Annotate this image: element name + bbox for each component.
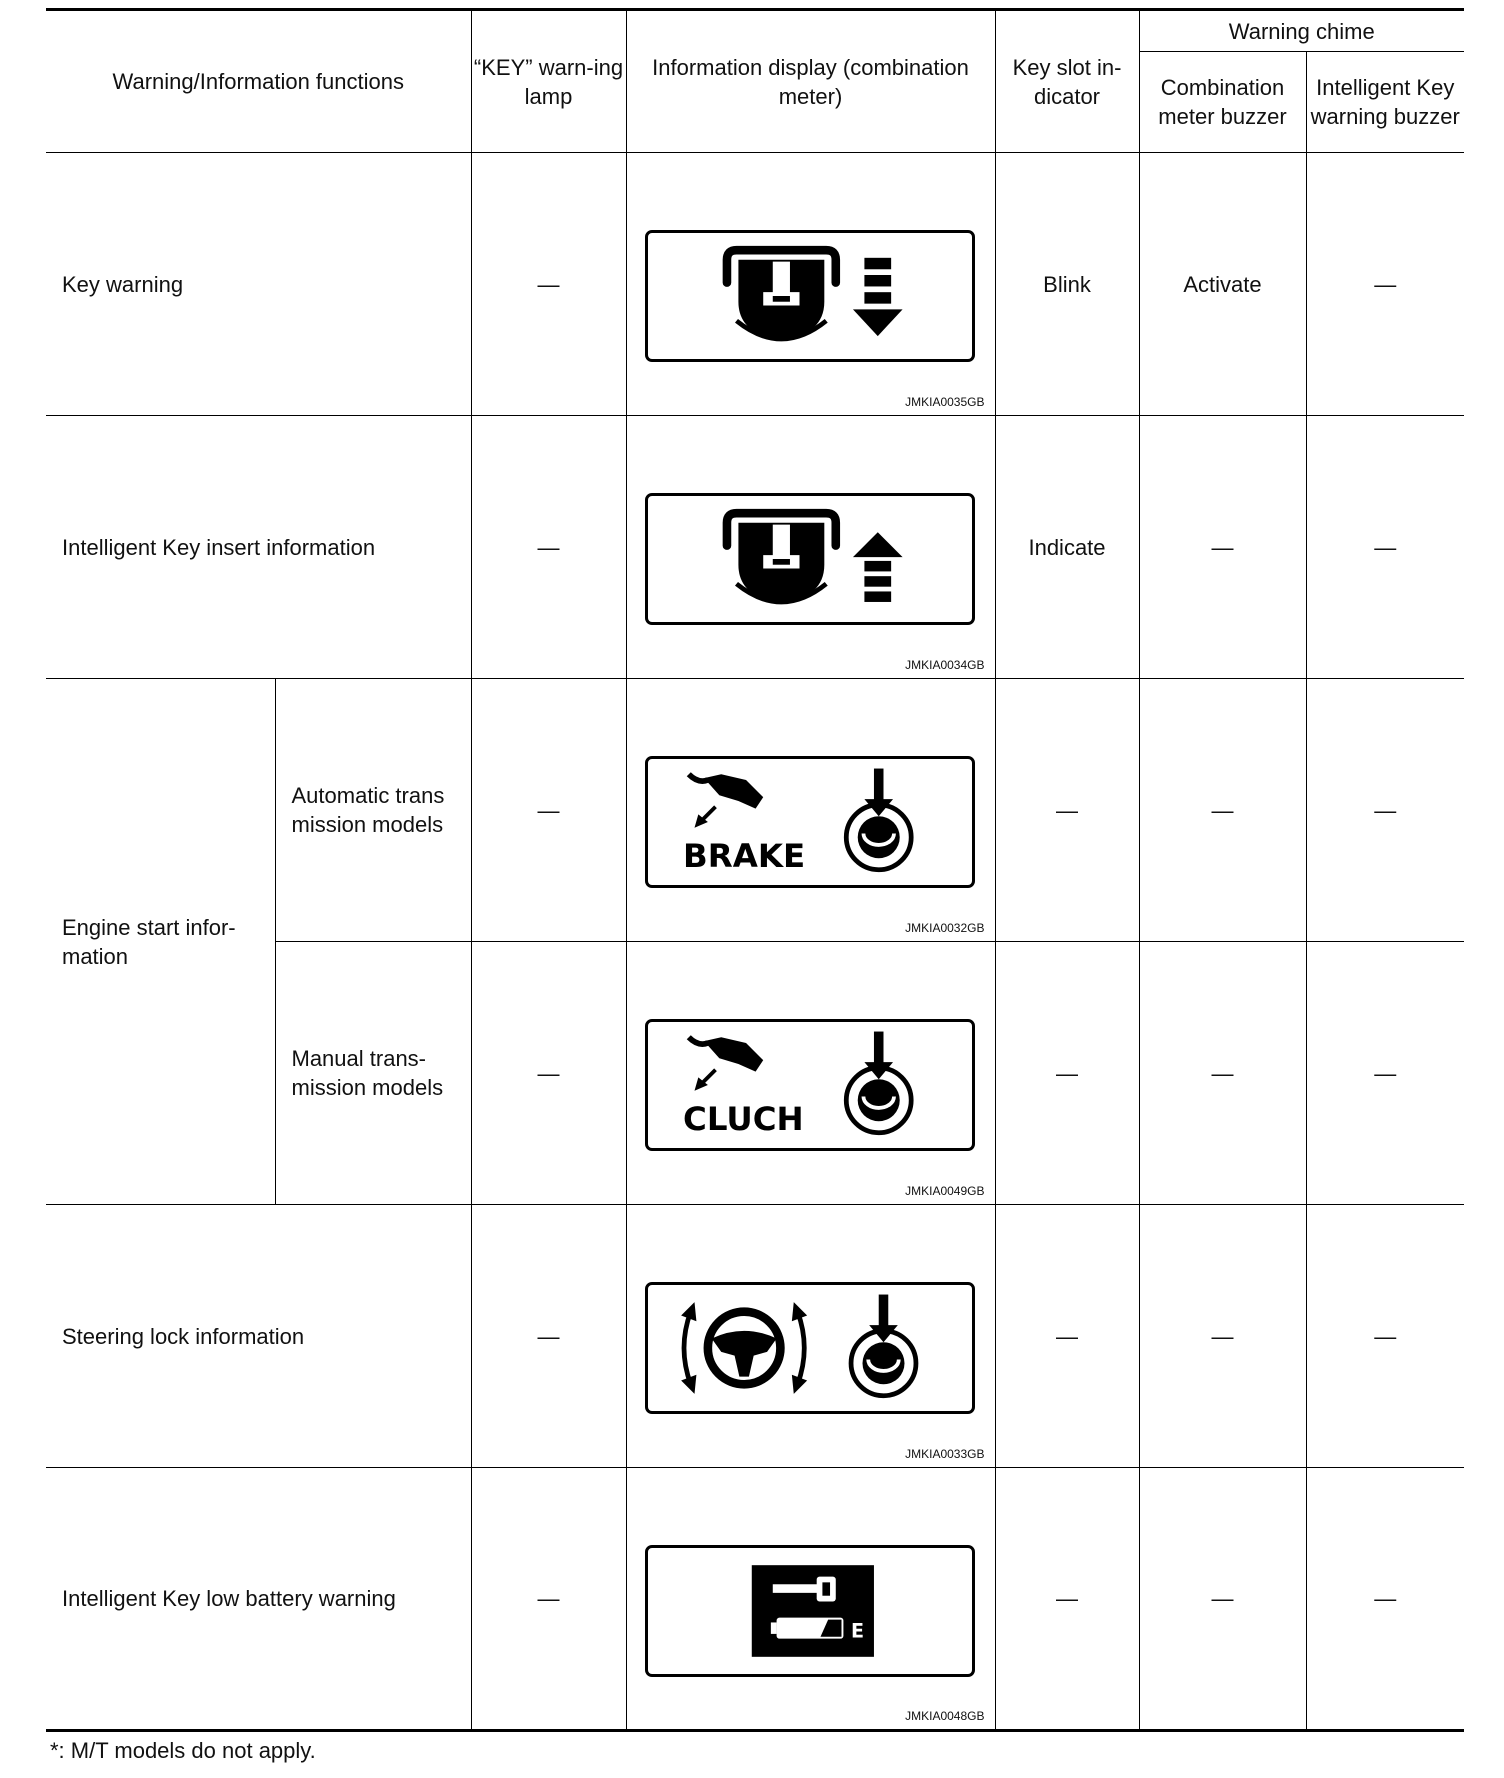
display-panel [645,493,975,625]
svg-text:BRAKE: BRAKE [682,836,805,875]
svg-text:E: E [850,1619,864,1643]
function-label: Intelligent Key low battery warning [46,1468,471,1731]
display-cell [626,679,995,942]
header-functions: Warning/Information functions [46,10,471,153]
brake-push-start-icon [648,759,972,885]
table-row [46,416,1464,679]
key-lamp-value: — [471,1468,626,1731]
function-label: Engine start infor-mation [46,679,275,1205]
key-slot-value: Indicate [995,416,1139,679]
table-row [46,1468,1464,1731]
ikey-buzzer-value: — [1306,1468,1464,1731]
key-lamp-value: — [471,942,626,1205]
function-label: Key warning [46,153,471,416]
key-slot-insert-icon [648,496,972,622]
figure-code: JMKIA0034GB [905,658,985,672]
footnote: *: M/T models do not apply. [50,1738,316,1763]
header-key-lamp: “KEY” warn-ing lamp [471,10,626,153]
figure-code: JMKIA0032GB [905,921,985,935]
header-warning-chime: Warning chime [1139,10,1464,52]
function-label: Intelligent Key insert information [46,416,471,679]
ikey-buzzer-value: — [1306,153,1464,416]
ikey-buzzer-value: — [1306,679,1464,942]
display-cell [626,416,995,679]
key-lamp-value: — [471,153,626,416]
sub-function-label: Automatic trans mission models [275,679,471,942]
ikey-buzzer-value: — [1306,942,1464,1205]
figure-code: JMKIA0035GB [905,395,985,409]
display-cell [626,1468,995,1731]
header-key-slot: Key slot in-dicator [995,10,1139,153]
meter-buzzer-value: Activate [1139,153,1306,416]
figure-code: JMKIA0048GB [905,1709,985,1723]
header-ikey-buzzer: Intelligent Key warning buzzer [1306,52,1464,153]
display-panel [645,1545,975,1677]
ikey-buzzer-value: — [1306,416,1464,679]
meter-buzzer-value: — [1139,1205,1306,1468]
key-slot-value: — [995,679,1139,942]
display-panel [645,1282,975,1414]
display-panel [645,1019,975,1151]
key-lamp-value: — [471,679,626,942]
display-cell [626,942,995,1205]
key-slot-value: — [995,1468,1139,1731]
key-slot-value: — [995,1205,1139,1468]
display-panel [645,230,975,362]
figure-code: JMKIA0033GB [905,1447,985,1461]
key-slot-value: — [995,942,1139,1205]
display-panel [645,756,975,888]
display-cell [626,1205,995,1468]
table-row [46,1205,1464,1468]
steering-lock-icon [648,1285,972,1411]
sub-function-label: Manual trans-mission models [275,942,471,1205]
meter-buzzer-value: — [1139,679,1306,942]
display-cell [626,153,995,416]
table-row [46,679,1464,942]
function-label: Steering lock information [46,1205,471,1468]
ikey-buzzer-value: — [1306,1205,1464,1468]
key-lamp-value: — [471,1205,626,1468]
key-slot-value: Blink [995,153,1139,416]
meter-buzzer-value: — [1139,1468,1306,1731]
header-meter-buzzer: Combination meter buzzer [1139,52,1306,153]
figure-code: JMKIA0049GB [905,1184,985,1198]
warning-function-table [46,8,1464,1732]
table-row [46,153,1464,416]
meter-buzzer-value: — [1139,942,1306,1205]
meter-buzzer-value: — [1139,416,1306,679]
key-low-battery-icon [648,1548,972,1674]
key-slot-remove-icon [648,233,972,359]
key-lamp-value: — [471,416,626,679]
svg-text:CLUCH: CLUCH [682,1099,804,1138]
header-info-display: Information display (combination meter) [626,10,995,153]
clutch-push-start-icon [648,1022,972,1148]
